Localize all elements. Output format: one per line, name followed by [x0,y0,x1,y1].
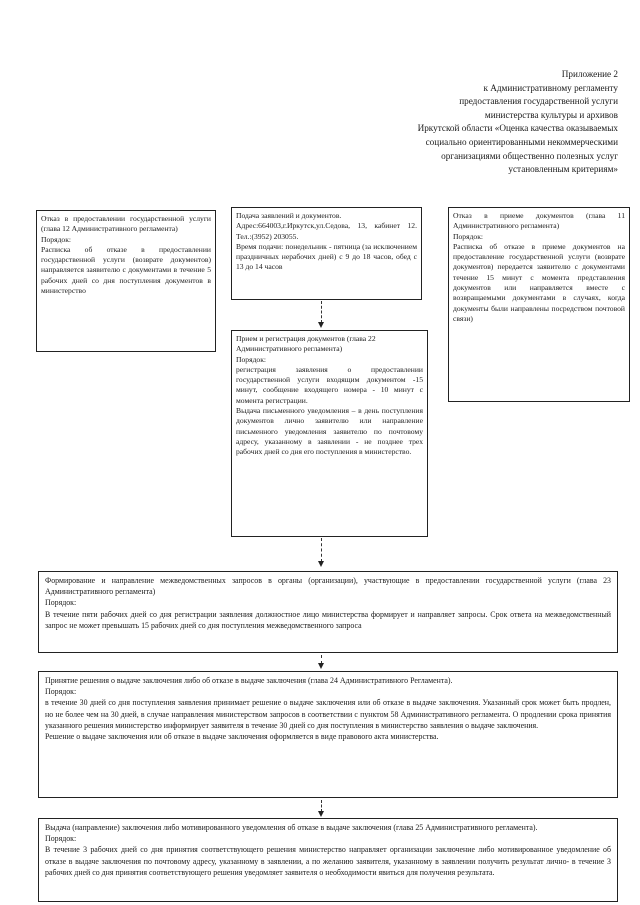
interagency-requests-box [38,571,618,653]
header-line: к Административному регламенту [483,82,618,93]
decision-title: Принятие решения о выдаче заключения либо об отказе в выдаче заключения (глава 24 Административного Регламента). [45,676,453,685]
registration-body-2: Выдача письменного уведомления – в день поступления документов лично заявителю или направление письменного уведомления заявителю по почтовому адресу, указанному в заявлении - не позднее трех рабочих дней со дня его поступления в министерство. [236,406,423,457]
header-line: организациями общественно полезных услуг [441,150,618,161]
header-line: министерства культуры и архивов [484,109,618,120]
refusal-service-title: Отказ в предоставлении государственной услуги (глава 12 Административного регламента) [41,214,211,234]
interagency-body: В течение пяти рабочих дней со дня регистрации заявления должностное лицо министерства формирует и направляет запросы. Срок ответа на межведомственный запрос не может превышать 15 рабочих дней со дня поступления межведомственного запроса [45,609,611,630]
registration-box [231,330,428,537]
submission-address: Адрес:664003,г.Иркутск,ул.Седова, 13, кабинет 12. Тел.:(3952) 203055. [236,221,417,241]
registration-title: Прием и регистрация документов (глава 22 Административного регламента) [236,334,376,354]
submission-hours: Время подачи: понедельник - пятница (за исключением праздничных нерабочих дней) с 9 до 18 часов, обед с 13 до 14 часов [236,241,417,272]
registration-body-1: регистрация заявления о предоставлении государственной услуги входящим документом -15 минут, сообщение входящего номера - 10 минут с момента регистрации. [236,364,423,405]
decision-body-2: Решение о выдаче заключения или об отказе в выдаче заключения оформляется в виде правового акта министерства. [45,732,439,742]
flow-arrow [321,655,323,664]
refusal-documents-body: Расписка об отказе в приеме документов на предоставление государственной услуги (возврате документов) передается заявителю с документами течение 15 минут с момента представления документов или направляется вместе с возвращаемыми документами в случаях, когда документы были направлены посредством почтовой связи) [453,241,625,323]
appendix-header [288,68,618,177]
flow-arrow [321,800,323,812]
header-line: социально ориентированными некоммерческими [425,136,618,147]
issuance-box [38,818,618,902]
header-line: предоставления государственной услуги [459,96,618,107]
decision-box [38,671,618,798]
order-label: Порядок: [41,234,72,244]
order-label: Порядок: [45,834,77,844]
decision-body-1: в течение 30 дней со дня поступления заявления принимает решение о выдаче заключения или об отказе в выдаче заключения. Указанный срок может быть продлен, но не более чем на 30 дней, в случае направления министерством запросов в соответствии с пунктом 58 Административного регламента. О продлении срока принятия указанного решения министерство информирует заявителя в течение 30 дней со дня поступления в министерство заявления о выдаче заключения. [45,698,611,730]
refusal-documents-box [448,207,630,402]
flow-arrow [321,538,323,562]
header-line: Приложение 2 [561,69,618,79]
flow-arrow [321,301,323,323]
header-line: Иркутской области «Оценка качества оказываемых [417,123,618,134]
issuance-body: В течение 3 рабочих дней со дня принятия соответствующего решения министерство направляет организации заключение либо мотивированное уведомление об отказе в выдаче заключения по почтовому адресу, указанному в заявлении, а по желанию заявителя, указанному в заявлении получить результат лично- в течение 3 рабочих дней со дня принятия соответствующего решения уведомляет заявителя о необходимости явиться для получения результата. [45,845,611,877]
header-line: установленным критериям» [508,164,618,175]
order-label: Порядок: [45,598,77,608]
refusal-documents-title: Отказ в приеме документов (глава 11 Административного регламента) [453,211,625,231]
refusal-service-body: Расписка об отказе в предоставлении государственной услуги (возврате документов) направляется заявителю с документами в течение 5 рабочих дней со дня поступления документов в министерство [41,244,211,296]
issuance-title: Выдача (направление) заключения либо мотивированного уведомления об отказе в выдаче заключения (глава 25 Административного регламента). [45,823,538,832]
order-label: Порядок: [453,231,484,241]
submission-box [231,207,422,300]
submission-title: Подача заявлений и документов. [236,211,342,220]
order-label: Порядок: [236,354,267,364]
order-label: Порядок: [45,687,77,697]
interagency-title: Формирование и направление межведомственных запросов в органы (организации), участвующие в предоставлении государственной услуги (глава 23 Административного регламента) [45,576,611,597]
refusal-service-box [36,210,216,352]
